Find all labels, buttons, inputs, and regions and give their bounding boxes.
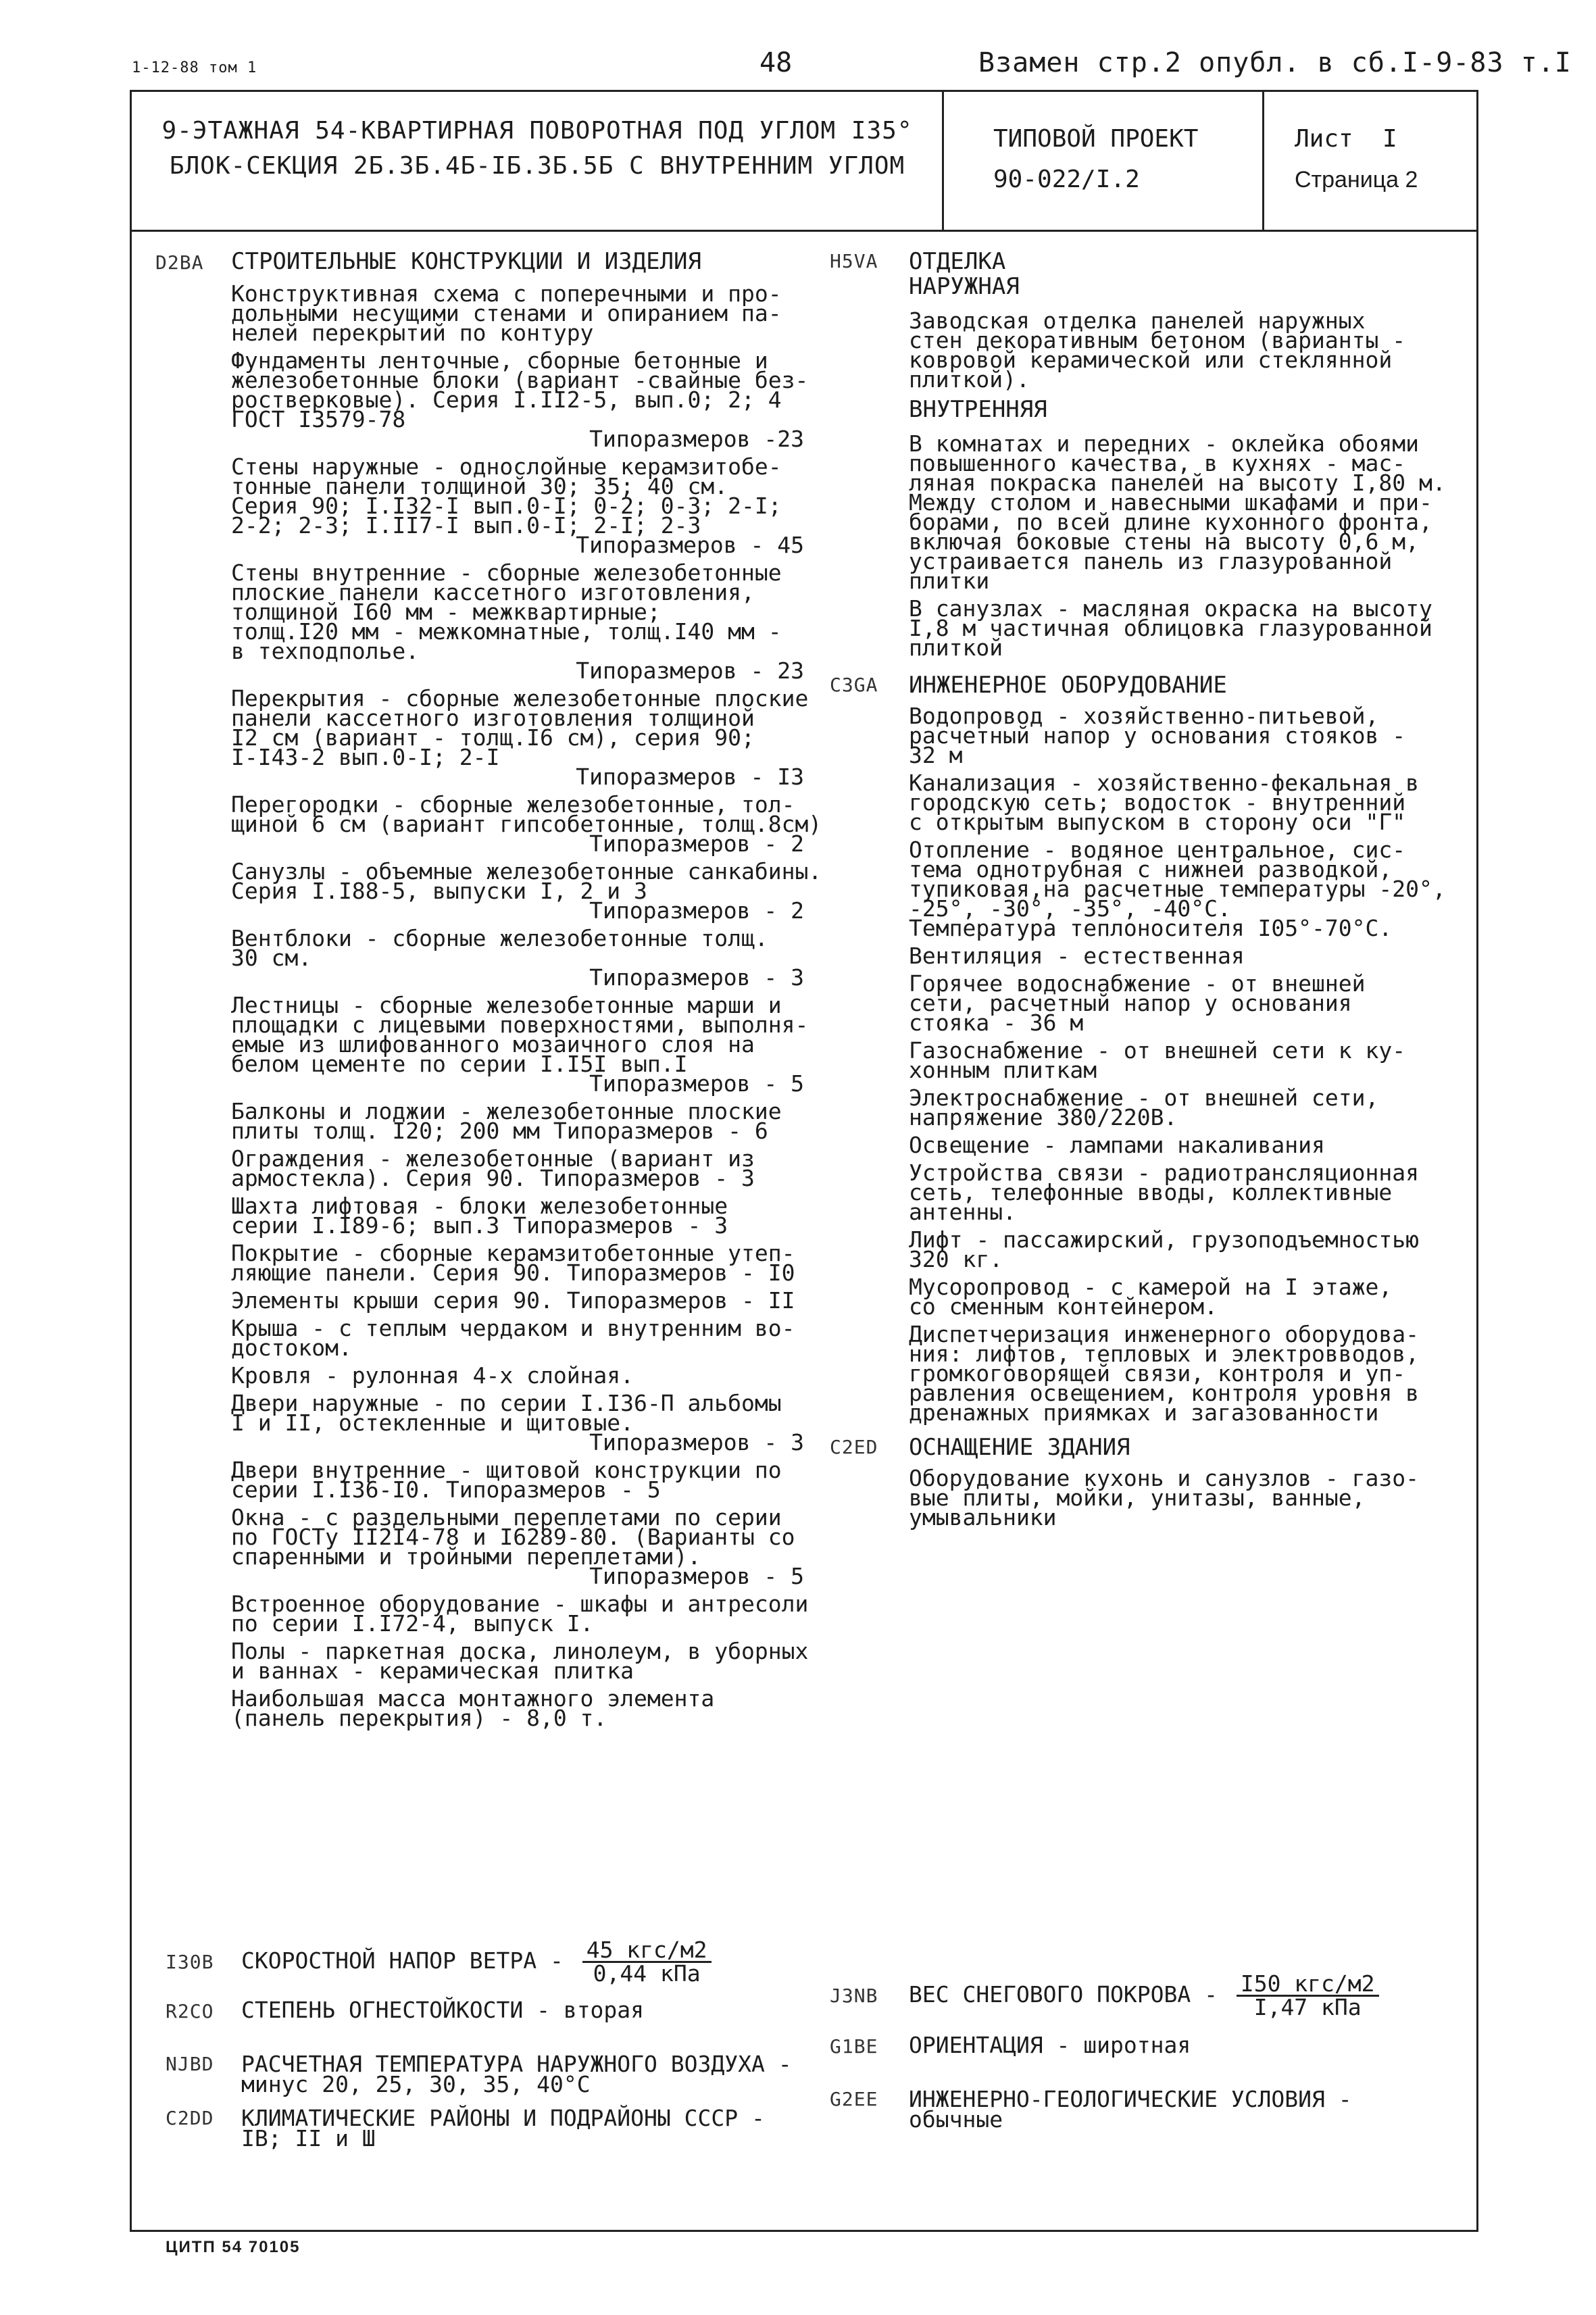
engineering-header xyxy=(830,672,1465,698)
climate-regions xyxy=(166,2088,765,2149)
wind-pressure xyxy=(166,1939,712,1985)
construction-item-text: Наибольшая масса монтажного элемента (панель перекрытия) - 8,0 т. xyxy=(231,1685,715,1731)
snow-value-kpa: I,47 кПа xyxy=(1253,1994,1362,2020)
geo-code: G2EE xyxy=(830,2088,878,2110)
equipment-title: ОСНАЩЕНИЕ ЗДАНИЯ xyxy=(909,1434,1130,1461)
equipment-items xyxy=(830,1465,1465,1530)
construction-item xyxy=(155,1390,831,1455)
construction-item xyxy=(155,347,831,452)
project-cell xyxy=(946,119,1257,200)
construction-item-text: Окна - с раздельными переплетами по серии по ГОСТу II2I4-78 и I6289-80. (Варианты со спаренными и тройными переплетами). xyxy=(231,1504,795,1570)
exterior-items xyxy=(830,307,1465,393)
section-code: D2BA xyxy=(155,251,204,274)
engineering-item xyxy=(830,1274,1465,1320)
wind-code: I30B xyxy=(166,1951,214,1973)
engineering-item xyxy=(830,703,1465,768)
construction-item xyxy=(155,1315,831,1361)
temp-code: NJBD xyxy=(166,2053,214,2075)
construction-item xyxy=(155,1145,831,1191)
construction-item-text: Крыша - с теплым чердаком и внутренним во- достоком. xyxy=(231,1315,795,1361)
construction-item xyxy=(155,685,831,790)
document-title xyxy=(135,114,939,184)
construction-section xyxy=(155,249,831,1736)
construction-item-text: Лестницы - сборные железобетонные марши и площадки с лицевыми поверхностями, выполня- емые из шлифованного мозаичного слоя на белом цементе по серии I.I5I вып.I xyxy=(231,992,809,1077)
engineering-item xyxy=(830,943,1465,969)
type-count: Типоразмеров - 45 xyxy=(576,532,804,558)
equipment-item xyxy=(830,1465,1465,1530)
construction-item-text: Стены наружные - однослойные керамзитобе- тонные панели толщиной 30; 35; 40 см. Серия 90; I.I32-I вып.0-I; 0-2; 0-3; 2-I; 2-2; 2-3; I.II7-I вып.0-I; 2-I; 2-3 xyxy=(231,453,782,539)
equipment-code: C2ED xyxy=(830,1436,878,1458)
page-label: Страница 2 xyxy=(1295,167,1418,193)
engineering-item-text: Освещение - лампами накаливания xyxy=(909,1132,1325,1158)
construction-item xyxy=(155,1362,831,1389)
interior-item-text: В комнатах и передних - оклейка обоями повышенного качества, в кухнях - мас- ляная покраска панелей на высоту I,80 м. Между столом и навесными шкафами и при- борами, по всей длине кухонного фронта, включая боковые стены на высоту 0,6 м, устраивается панель из глазурованной плитки xyxy=(909,430,1446,594)
interior-items xyxy=(830,430,1465,661)
construction-item xyxy=(155,1098,831,1144)
engineering-item-text: Устройства связи - радиотрансляционная сеть, телефонные вводы, коллективные антенны. xyxy=(909,1160,1419,1225)
engineering-item xyxy=(830,1321,1465,1426)
title-line-2: БЛОК-СЕКЦИЯ 2Б.3Б.4Б-IБ.3Б.5Б С ВНУТРЕННИМ УГЛОМ xyxy=(169,152,905,180)
construction-item xyxy=(155,1457,831,1503)
snow-fraction xyxy=(1237,1970,1379,2020)
title-block-separator xyxy=(942,90,944,232)
construction-item-text: Перегородки - сборные железобетонные, тол- щиной 6 см (вариант гипсобетонные, толщ.8см) xyxy=(231,791,822,837)
engineering-item xyxy=(830,1132,1465,1158)
engineering-item xyxy=(830,837,1465,941)
fire-code: R2CO xyxy=(166,2000,214,2022)
design-temperature xyxy=(166,2034,792,2095)
exterior-title: НАРУЖНАЯ xyxy=(909,273,1020,300)
construction-item-text: Конструктивная схема с поперечными и про- дольными несущими стенами и опиранием па- нелей перекрытий по контуру xyxy=(231,280,782,346)
construction-item-text: Санузлы - объемные железобетонные санкабины. Серия I.I88-5, выпуски I, 2 и 3 xyxy=(231,858,822,904)
fire-label: СТЕПЕНЬ ОГНЕСТОЙКОСТИ - вторая xyxy=(241,1997,645,2023)
engineering-item-text: Водопровод - хозяйственно-питьевой, расчетный напор у основания стояков - 32 м xyxy=(909,703,1406,768)
exterior-item xyxy=(830,307,1465,393)
wind-value-kpa: 0,44 кПа xyxy=(593,1960,701,1987)
wind-fraction xyxy=(582,1939,712,1985)
construction-item xyxy=(155,1591,831,1637)
construction-item-text: Покрытие - сборные керамзитобетонные утеп- ляющие панели. Серия 90. Типоразмеров - I0 xyxy=(231,1240,795,1286)
type-count: Типоразмеров - I3 xyxy=(576,764,804,790)
finish-title: ОТДЕЛКА xyxy=(909,248,1006,275)
snow-code: J3NB xyxy=(830,1985,878,2007)
engineering-item-text: Канализация - хозяйственно-фекальная в городскую сеть; водосток - внутренний с открытым выпуском в сторону оси "Г" xyxy=(909,770,1419,835)
construction-item-text: Балконы и лоджии - железобетонные плоские плиты толщ. I20; 200 мм Типоразмеров - 6 xyxy=(231,1098,782,1144)
engineering-item xyxy=(830,1085,1465,1130)
engineering-item-text: Вентиляция - естественная xyxy=(909,943,1245,969)
interior-item xyxy=(830,595,1465,661)
temp-label: РАСЧЕТНАЯ ТЕМПЕРАТУРА НАРУЖНОГО ВОЗДУХА - минус 20, 25, 30, 35, 40°С xyxy=(241,2051,792,2097)
construction-item xyxy=(155,925,831,991)
construction-item-text: Шахта лифтовая - блоки железобетонные серии I.I89-6; вып.3 Типоразмеров - 3 xyxy=(231,1193,728,1239)
construction-item xyxy=(155,1685,831,1731)
construction-item xyxy=(155,992,831,1097)
finish-code: H5VA xyxy=(830,250,878,272)
type-count: Типоразмеров - 5 xyxy=(589,1563,804,1589)
type-count: Типоразмеров - 2 xyxy=(589,897,804,924)
page-number: 48 xyxy=(759,47,793,78)
engineering-items xyxy=(830,703,1465,1426)
construction-item-text: Двери внутренние - щитовой конструкции по серии I.I36-I0. Типоразмеров - 5 xyxy=(231,1457,782,1503)
wind-label: СКОРОСТНОЙ НАПОР ВЕТРА - xyxy=(241,1947,564,1974)
construction-item xyxy=(155,1287,831,1314)
orient-code: G1BE xyxy=(830,2035,878,2058)
orient-label: ОРИЕНТАЦИЯ - широтная xyxy=(909,2032,1191,2058)
equipment-header xyxy=(830,1435,1465,1460)
type-count: Типоразмеров - 5 xyxy=(589,1070,804,1097)
section-title: СТРОИТЕЛЬНЫЕ КОНСТРУКЦИИ И ИЗДЕЛИЯ xyxy=(231,248,701,275)
type-count: Типоразмеров - 23 xyxy=(576,657,804,684)
engineering-item xyxy=(830,770,1465,835)
sheet-cell xyxy=(1266,119,1476,200)
snow-label: ВЕС СНЕГОВОГО ПОКРОВА - xyxy=(909,1981,1218,2008)
construction-item-text: Элементы крыши серия 90. Типоразмеров - II xyxy=(231,1287,795,1314)
type-count: Типоразмеров - 2 xyxy=(589,830,804,857)
construction-item-text: Перекрытия - сборные железобетонные плоские панели кассетного изготовления толщиной I2 см (вариант - толщ.I6 см), серия 90; I-I43-2 вып.0-I; 2-I xyxy=(231,685,809,770)
fire-resistance xyxy=(166,1997,645,2023)
wind-value-kgf: 45 кгс/м2 xyxy=(582,1939,712,1963)
construction-item xyxy=(155,858,831,924)
construction-item-text: Кровля - рулонная 4-х слойная. xyxy=(231,1362,634,1389)
exterior-item-text: Заводская отделка панелей наружных стен декоративным бетоном (варианты - ковровой керамической или стеклянной плиткой). xyxy=(909,307,1406,393)
type-count: Типоразмеров - 3 xyxy=(589,964,804,991)
title-line-1: 9-ЭТАЖНАЯ 54-КВАРТИРНАЯ ПОВОРОТНАЯ ПОД УГЛОМ I35° xyxy=(161,117,913,145)
engineering-item-text: Мусоропровод - с камерой на I этаже, со сменным контейнером. xyxy=(909,1274,1393,1320)
engineering-item-text: Лифт - пассажирский, грузоподъемностью 320 кг. xyxy=(909,1226,1419,1272)
archive-mark: 1-12-88 том 1 xyxy=(132,59,257,76)
project-number: 90-022/I.2 xyxy=(993,166,1140,193)
sheet-label: Лист I xyxy=(1295,125,1397,153)
construction-item xyxy=(155,791,831,857)
replacement-note: Взамен стр.2 опубл. в сб.I-9-83 т.I xyxy=(978,47,1572,78)
orientation xyxy=(830,2032,1191,2058)
construction-item xyxy=(155,453,831,558)
engineering-item-text: Диспетчеризация инженерного оборудова- ния: лифтов, тепловых и электровводов, громкоговорящей связи, контроля и уп- равления освещением, контроля уровня в дренажных приямках и загазованности xyxy=(909,1321,1419,1426)
snow-load xyxy=(830,1970,1379,2020)
construction-item-text: Вентблоки - сборные железобетонные толщ. 30 см. xyxy=(231,925,768,971)
project-label: ТИПОВОЙ ПРОЕКТ xyxy=(993,125,1199,153)
geological-conditions xyxy=(830,2069,1352,2133)
engineering-item xyxy=(830,1160,1465,1225)
construction-item xyxy=(155,559,831,684)
climate-label: КЛИМАТИЧЕСКИЕ РАЙОНЫ И ПОДРАЙОНЫ СССР - IВ; II и Ш xyxy=(241,2105,765,2151)
engineering-item xyxy=(830,1037,1465,1083)
title-block-divider xyxy=(130,230,1478,232)
finishing-and-equipment xyxy=(830,249,1465,1535)
snow-value-kgf: I50 кгс/м2 xyxy=(1237,1973,1379,1997)
equipment-item-text: Оборудование кухонь и санузлов - газо- вые плиты, мойки, унитазы, ванные, умывальники xyxy=(909,1465,1419,1530)
finish-header xyxy=(830,249,1465,274)
section-header xyxy=(155,249,831,276)
type-count: Типоразмеров -23 xyxy=(589,426,804,452)
publisher-stamp: ЦИТП 54 70105 xyxy=(166,2238,301,2256)
interior-item xyxy=(830,430,1465,594)
construction-item-text: Полы - паркетная доска, линолеум, в уборных и ваннах - керамическая плитка xyxy=(231,1638,809,1684)
climate-code: C2DD xyxy=(166,2107,214,2129)
construction-item-text: Фундаменты ленточные, сборные бетонные и железобетонные блоки (вариант -свайные без- ростверковые). Серия I.II2-5, вып.0; 2; 4 ГОСТ I3579-78 xyxy=(231,347,809,432)
engineering-item-text: Горячее водоснабжение - от внешней сети, расчетный напор у основания стояка - 36 м xyxy=(909,970,1366,1036)
engineering-code: C3GA xyxy=(830,674,878,696)
engineering-item xyxy=(830,1226,1465,1272)
construction-item-text: Двери наружные - по серии I.I36-П альбомы I и II, остекленные и щитовые. xyxy=(231,1390,782,1436)
geo-label: ИНЖЕНЕРНО-ГЕОЛОГИЧЕСКИЕ УСЛОВИЯ - обычные xyxy=(909,2086,1352,2133)
engineering-item xyxy=(830,970,1465,1036)
construction-items xyxy=(155,280,831,1731)
engineering-item-text: Отопление - водяное центральное, сис- тема однотрубная с нижней разводкой, тупиковая,на расчетные температуры -20°, -25°, -30°, -35°, -40°С. Температура теплоносителя I05°-70°С. xyxy=(909,837,1446,941)
interior-title: ВНУТРЕННЯЯ xyxy=(909,396,1047,423)
engineering-item-text: Электроснабжение - от внешней сети, напряжение 380/220В. xyxy=(909,1085,1379,1130)
title-block-separator xyxy=(1262,90,1264,232)
construction-item xyxy=(155,280,831,346)
construction-item xyxy=(155,1193,831,1239)
interior-item-text: В санузлах - масляная окраска на высоту I,8 м частичная облицовка глазурованной плиткой xyxy=(909,595,1432,661)
construction-item xyxy=(155,1240,831,1286)
construction-item xyxy=(155,1638,831,1684)
construction-item-text: Стены внутренние - сборные железобетонные плоские панели кассетного изготовления, толщиной I60 мм - межквартирные; толщ.I20 мм - межкомнатные, толщ.I40 мм - в техподполье. xyxy=(231,559,782,664)
engineering-title: ИНЖЕНЕРНОЕ ОБОРУДОВАНИЕ xyxy=(909,672,1227,699)
construction-item-text: Встроенное оборудование - шкафы и антресоли по серии I.I72-4, выпуск I. xyxy=(231,1591,809,1637)
type-count: Типоразмеров - 3 xyxy=(589,1429,804,1455)
construction-item-text: Ограждения - железобетонные (вариант из армостекла). Серия 90. Типоразмеров - 3 xyxy=(231,1145,755,1191)
engineering-item-text: Газоснабжение - от внешней сети к ку- хонным плиткам xyxy=(909,1037,1406,1083)
construction-item xyxy=(155,1504,831,1589)
